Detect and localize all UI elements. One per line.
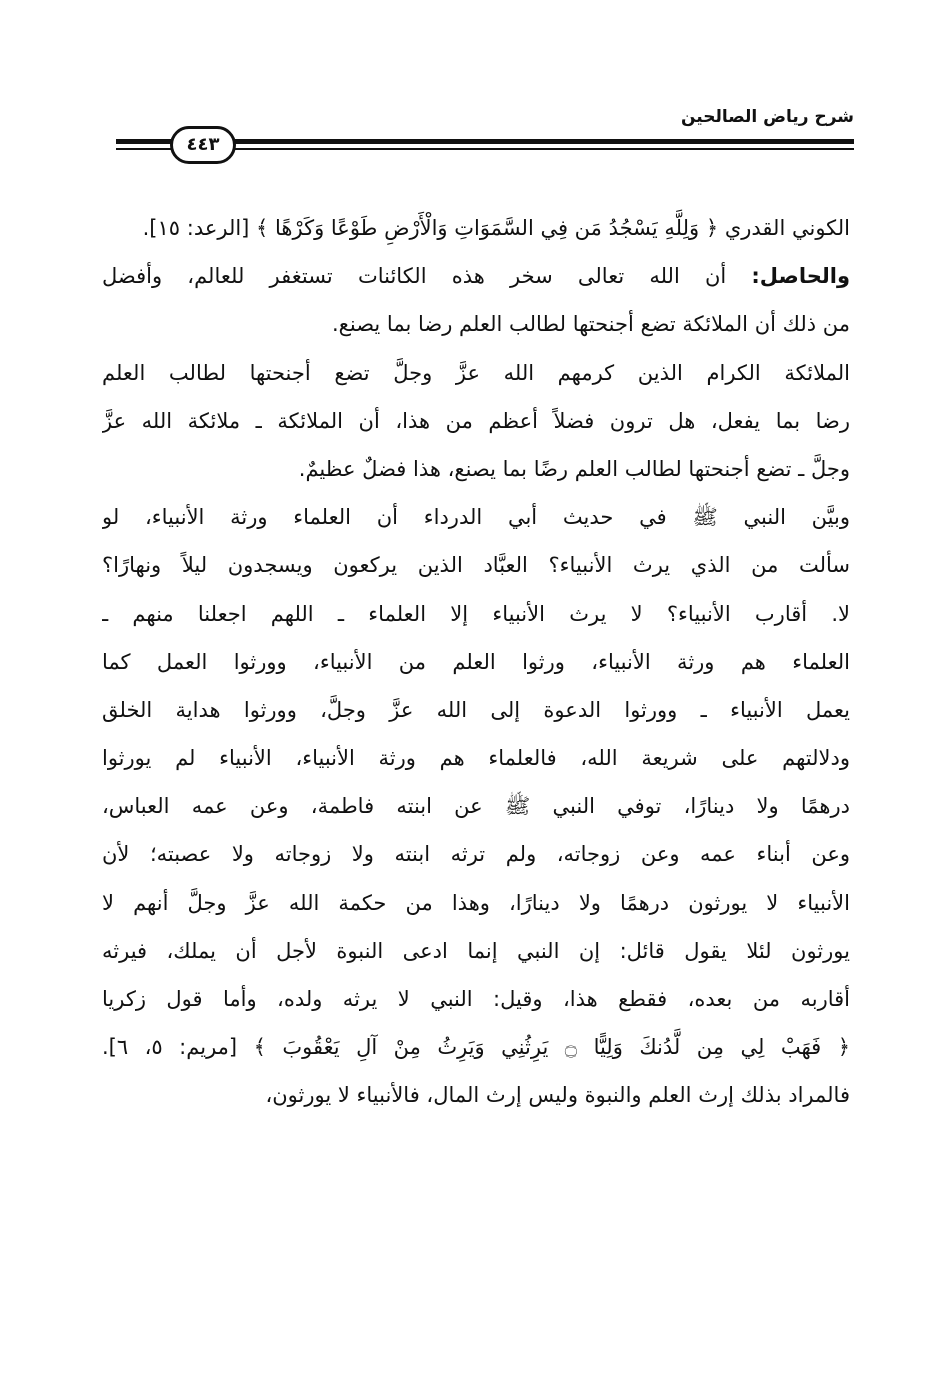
text-line-content: الكوني القدري ﴿ وَلِلَّهِ يَسْجُدُ مَن فِي السَّمَوَاتِ وَالْأَرْضِ طَوْعًا وَكَرْهًا ﴾ [الرعد: ١٥]. <box>142 216 850 240</box>
text-line <box>102 349 850 397</box>
page-body-text <box>102 204 850 1120</box>
text-line <box>102 879 850 927</box>
text-line-content: ﴿ فَهَبْ لِي مِن لَّدُنكَ وَلِيًّا ۝ يَرِثُنِي وَيَرِثُ مِنْ آلِ يَعْقُوبَ ﴾ [مريم: ٥، ٦]. <box>102 1035 850 1060</box>
text-line-content: أن الله تعالى سخر هذه الكائنات تستغفر للعالم، وأفضل <box>102 264 752 289</box>
text-line <box>102 445 850 493</box>
text-line-content: وجلَّ ـ تضع أجنحتها لطالب العلم رضًا بما يصنع، هذا فضلٌ عظيمٌ. <box>298 456 850 481</box>
text-line <box>102 975 850 1023</box>
text-line-content: أقاربه من بعده، فقطع هذا، وقيل: النبي لا يرثه ولده، وأما قول زكريا <box>102 987 850 1011</box>
text-line <box>102 927 850 975</box>
text-line <box>102 252 850 300</box>
text-line-content: العلماء هم ورثة الأنبياء، ورثوا العلم من الأنبياء، وورثوا العمل كما <box>102 649 850 674</box>
page-number: ٤٤٣ <box>170 126 236 164</box>
text-line-content: من ذلك أن الملائكة تضع أجنحتها لطالب العلم رضا بما يصنع. <box>332 312 850 337</box>
text-line <box>102 397 850 445</box>
text-line-content: يورثون لئلا يقول قائل: إن النبي إنما ادعى النبوة لأجل أن يملك، فيرثه <box>102 938 850 963</box>
text-line <box>102 686 850 734</box>
text-line-content: الملائكة الكرام الذين كرمهم الله عزَّ وجلَّ تضع أجنحتها لطالب العلم <box>102 360 850 385</box>
text-line <box>102 541 850 589</box>
text-line <box>102 830 850 878</box>
text-line-content: سألت من الذي يرث الأنبياء؟ العبَّاد الذين يركعون ويسجدون ليلاً ونهارًا؟ <box>102 553 850 578</box>
text-line <box>102 590 850 638</box>
text-line <box>102 1071 850 1119</box>
text-line-content: وبيَّن النبي ﷺ في حديث أبي الدرداء أن العلماء ورثة الأنبياء، لو <box>102 505 850 530</box>
text-line <box>102 204 850 252</box>
text-line-content: رضا بما يفعل، هل ترون فضلاً أعظم من هذا، أن الملائكة ـ ملائكة الله عزَّ <box>102 408 850 433</box>
text-line-content: درهمًا ولا دينارًا، توفي النبي ﷺ عن ابنته فاطمة، وعن عمه العباس، <box>102 794 850 819</box>
text-line-content: فالمراد بذلك إرث العلم والنبوة وليس إرث المال، فالأنبياء لا يورثون، <box>265 1083 850 1108</box>
text-line <box>102 493 850 541</box>
text-line-content: لا. أقارب الأنبياء؟ لا يرث الأنبياء إلا العلماء ـ اللهم اجعلنا منهم ـ <box>102 601 850 626</box>
text-line <box>102 1023 850 1071</box>
text-line <box>102 734 850 782</box>
text-line-content: يعمل الأنبياء ـ وورثوا الدعوة إلى الله عزَّ وجلَّ، وورثوا هداية الخلق <box>102 697 850 722</box>
text-line <box>102 782 850 830</box>
running-title: شرح رياض الصالحين <box>680 107 854 127</box>
text-line-content: وعن أبناء عمه وعن زوجاته، ولم ترثه ابنته ولا زوجاته ولا عصبته؛ لأن <box>102 842 850 867</box>
text-line <box>102 300 850 348</box>
paragraph-lead-word: والحاصل: <box>751 264 850 289</box>
text-line-content: الأنبياء لا يورثون درهمًا ولا دينارًا، وهذا من حكمة الله عزَّ وجلَّ أنهم لا <box>102 890 850 915</box>
text-line-content: ودلالتهم على شريعة الله، فالعلماء هم ورثة الأنبياء، الأنبياء لم يورثوا <box>102 746 850 771</box>
text-line <box>102 638 850 686</box>
